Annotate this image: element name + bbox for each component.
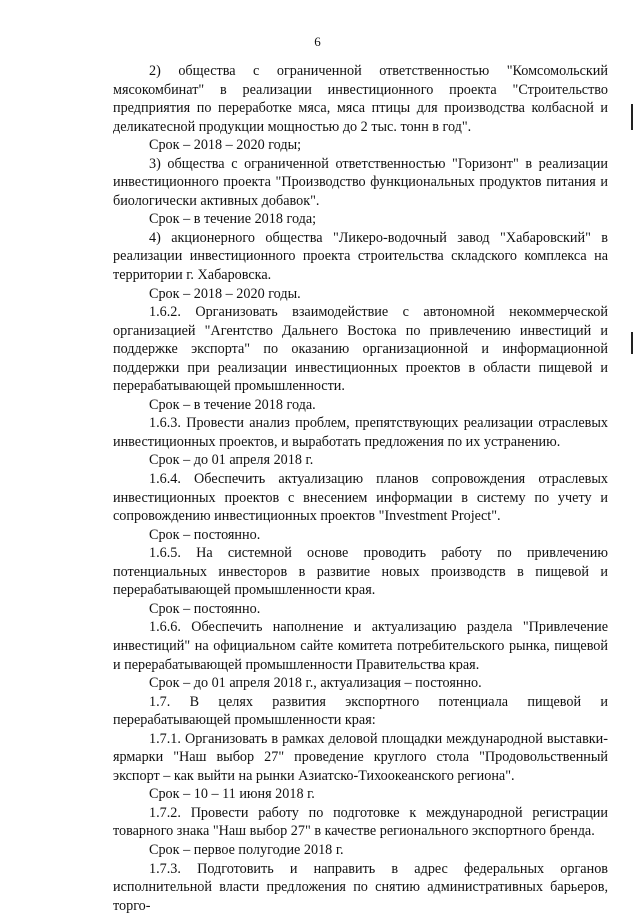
paragraph: 1.6.2. Организовать взаимодействие с автономной некоммерческой организацией "Агентство Дальнего Востока по привлечению инвестиций и поддержке экспорта" по оказанию организационной и информационной поддержки при реализации инвестиционных проектов в области пищевой и перерабатывающей промышленности. (113, 304, 608, 395)
paragraph: 1.7.1. Организовать в рамках деловой площадки международной выставки-ярмарки "Наш выбор 27" проведение круглого стола "Продовольственный экспорт – как выйти на рынки Азиатско-Тихоокеанского региона". (113, 730, 608, 784)
paragraph: 1.6.5. На системной основе проводить работу по привлечению потенциальных инвесторов в развитие новых производств в пищевой и перерабатывающей промышленности края. (113, 545, 608, 599)
paragraph: 1.7. В целях развития экспортного потенциала пищевой и перерабатывающей промышленности края: (113, 693, 608, 729)
paragraph: Срок – до 01 апреля 2018 г. (149, 452, 314, 469)
paragraph: Срок – постоянно. (149, 526, 261, 543)
paragraph: 1.6.4. Обеспечить актуализацию планов сопровождения отраслевых инвестиционных проектов с внесением информации в систему по учету и сопровождению инвестиционных проектов "Investment Project". (113, 471, 608, 525)
paragraph: Срок – постоянно. (149, 600, 261, 617)
paragraph: 3) общества с ограниченной ответственностью "Горизонт" в реализации инвестиционного проекта "Производство функциональных продуктов питания и биологически активных добавок". (113, 155, 608, 209)
paragraph: 4) акционерного общества "Ликеро-водочный завод "Хабаровский" в реализации инвестиционного проекта строительства складского комплекса на территории г. Хабаровска. (113, 229, 608, 284)
paragraph: Срок – в течение 2018 года; (149, 211, 317, 228)
paragraph: 2) общества с ограниченной ответственностью "Комсомольский мясокомбинат" в реализации инвестиционного проекта "Строительство предприятия по переработке мяса, мяса птицы для производства колбасной и деликатесной продукции мощностью до 2 тыс. тонн в год". (113, 63, 608, 135)
page-number: 6 (314, 34, 321, 49)
paragraph: Срок – в течение 2018 года. (149, 396, 316, 413)
scan-edge-mark (631, 332, 633, 354)
paragraph: 1.7.2. Провести работу по подготовке к международной регистрации товарного знака "Наш выбор 27" в качестве регионального экспортного бренда. (113, 804, 608, 840)
paragraph: Срок – 2018 – 2020 годы. (149, 285, 301, 302)
paragraph: Срок – первое полугодие 2018 г. (149, 841, 344, 858)
paragraph: Срок – 2018 – 2020 годы; (149, 137, 302, 154)
paragraph: 1.7.3. Подготовить и направить в адрес федеральных органов исполнительной власти предложения по снятию административных барьеров, торго- (113, 860, 608, 914)
paragraph: Срок – 10 – 11 июня 2018 г. (149, 786, 315, 803)
paragraph: 1.6.6. Обеспечить наполнение и актуализацию раздела "Привлечение инвестиций" на официальном сайте комитета потребительского рынка, пищевой и перерабатывающей промышленности Правительства края. (113, 619, 608, 673)
scan-edge-mark (631, 104, 633, 130)
paragraph: 1.6.3. Провести анализ проблем, препятствующих реализации отраслевых инвестиционных проектов, и выработать предложения по их устранению. (113, 415, 608, 450)
document-body (113, 62, 608, 915)
paragraph: Срок – до 01 апреля 2018 г., актуализация – постоянно. (149, 675, 482, 692)
